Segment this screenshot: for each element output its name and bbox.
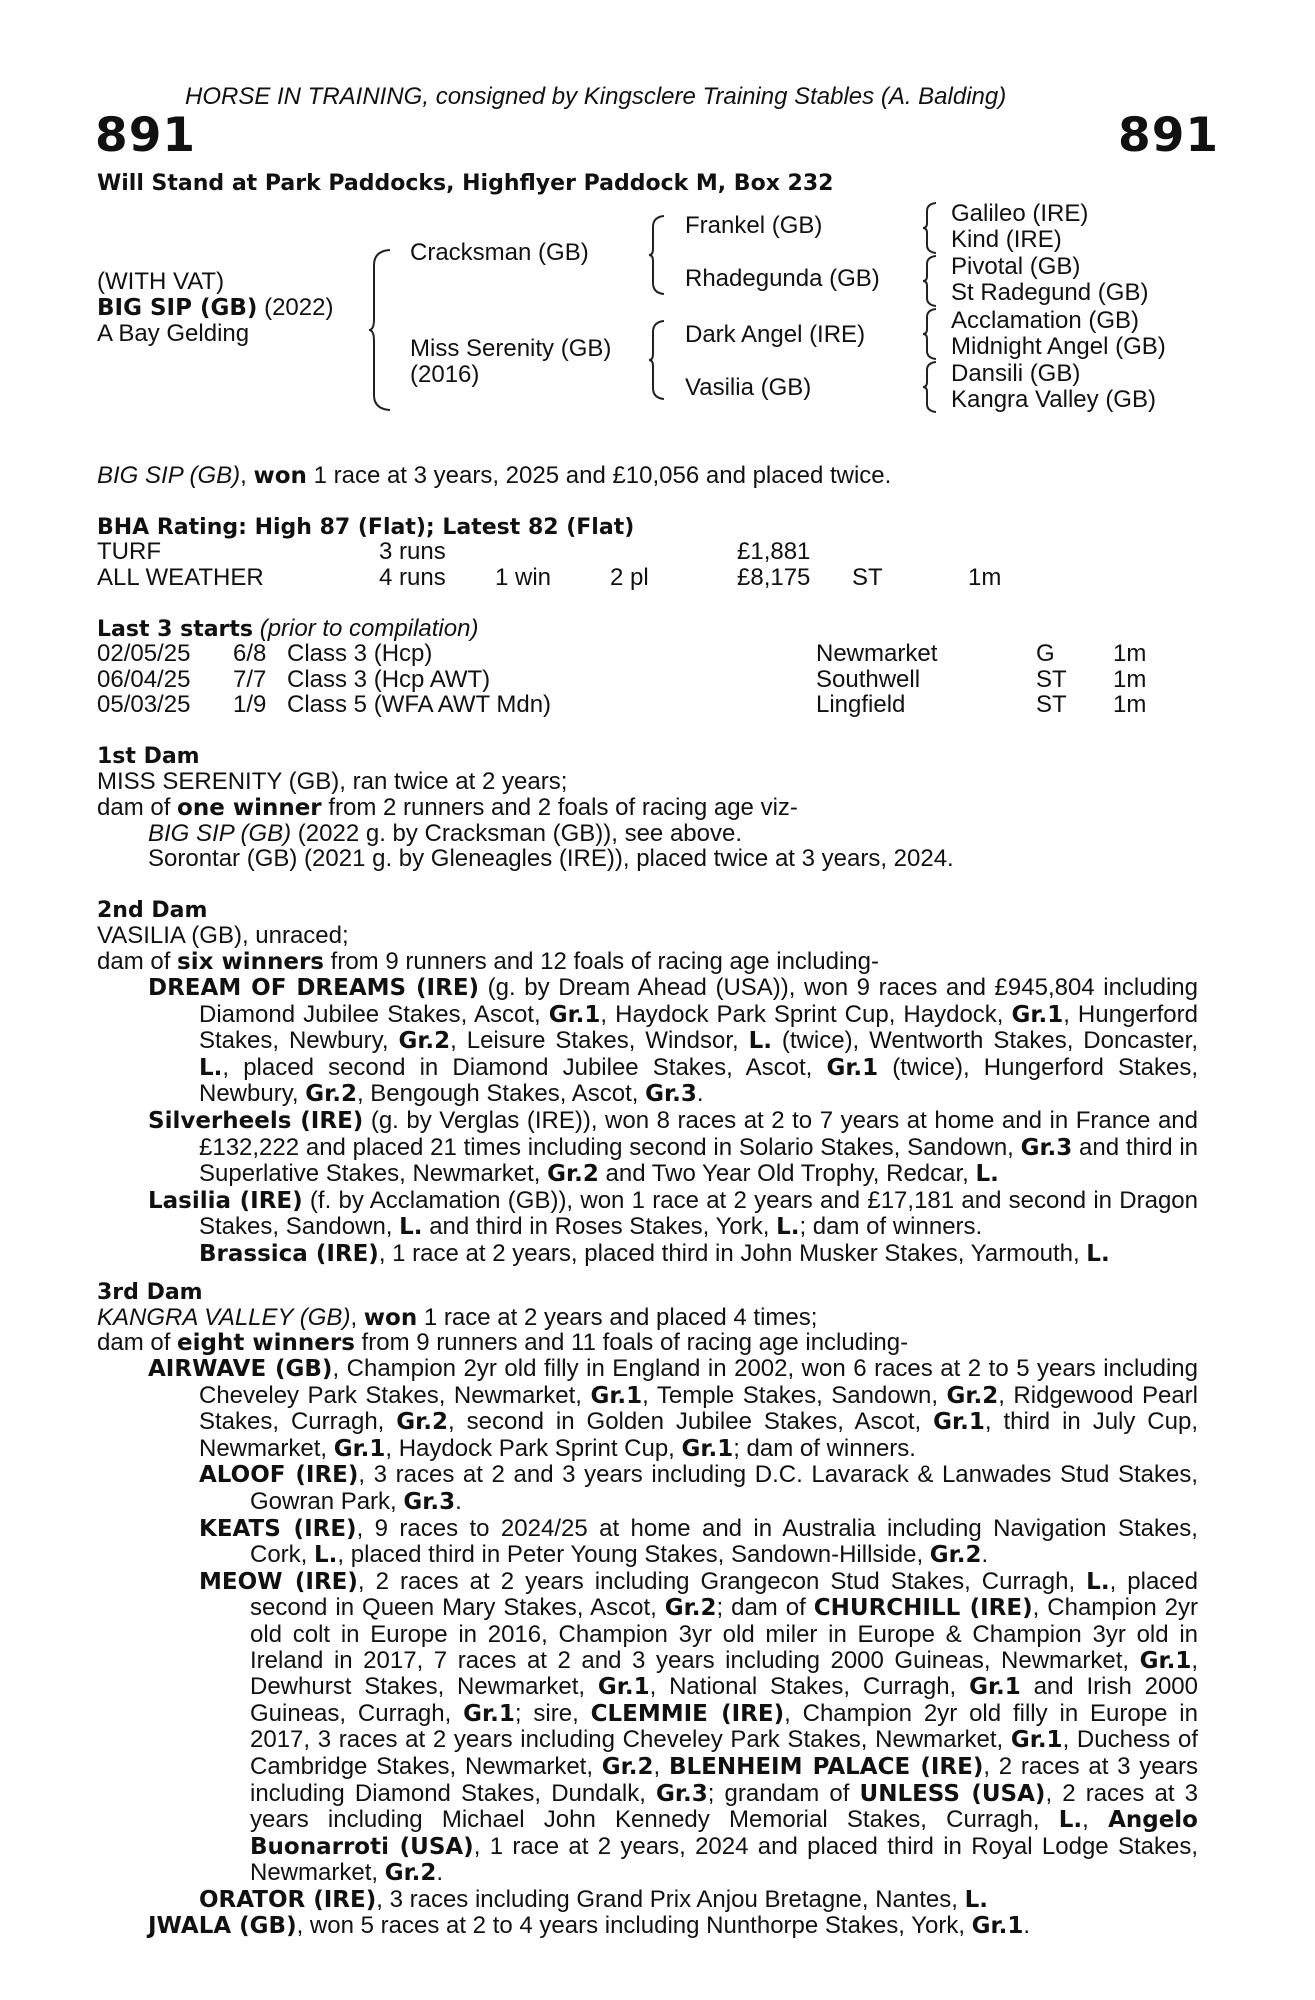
- horse-description: A Bay Gelding: [97, 320, 250, 347]
- third-dam-heading: 3rd Dam: [97, 1280, 203, 1305]
- sdd: St Radegund (GB): [951, 279, 1149, 306]
- sds: Pivotal (GB): [951, 253, 1081, 280]
- progeny-entry: AIRWAVE (GB), Champion 2yr old filly in England in 2002, won 6 races at 2 to 5 years including Cheveley Park Stakes, Newmarket, Gr.1, Temple Stakes, Sandown, Gr.2, Ridgewood Pearl Stakes, Curragh, Gr.2, second in Golden Jubilee Stakes, Ascot, Gr.1, third in July Cup, Newmarket, Gr.1, Haydock Park Sprint Cup, Gr.1; dam of winners.: [148, 1355, 1199, 1462]
- record-row-aw: ALL WEATHER 4 runs 1 win 2 pl £8,175 ST 1m: [97, 563, 1002, 591]
- progeny-entry: Lasilia (IRE) (f. by Acclamation (GB)), won 1 race at 2 years and £17,181 and second in Dragon Stakes, Sandown, L. and third in Roses Stakes, York, L.; dam of winners.: [148, 1186, 1198, 1241]
- bha-rating: BHA Rating: High 87 (Flat); Latest 82 (Flat): [97, 515, 635, 540]
- second-dam-produce: dam of six winners from 9 runners and 12 foals of racing age including-: [97, 948, 879, 975]
- start-row: 05/03/25 1/9 Class 5 (WFA AWT Mdn) Lingfield ST 1m: [97, 691, 1147, 718]
- sire-brace: [648, 215, 666, 295]
- progeny-entry: Brassica (IRE), 1 race at 2 years, placed third in John Musker Stakes, Yarmouth, L.: [199, 1239, 1110, 1267]
- airwave-progeny: [148, 1462, 1198, 1913]
- progeny-entry: JWALA (GB), won 5 races at 2 to 4 years including Nunthorpe Stakes, York, Gr.1.: [148, 1912, 1031, 1940]
- dam-dam: Vasilia (GB): [685, 374, 812, 401]
- race-summary: BIG SIP (GB), won 1 race at 3 years, 2025 and £10,056 and placed twice.: [97, 462, 892, 489]
- progeny-entry: ORATOR (IRE), 3 races including Grand Prix Anjou Bretagne, Nantes, L.: [199, 1885, 988, 1913]
- first-dam-produce: dam of one winner from 2 runners and 2 foals of racing age viz-: [97, 794, 798, 821]
- start-row: 02/05/25 6/8 Class 3 (Hcp) Newmarket G 1m: [97, 640, 1147, 667]
- horse-name: BIG SIP (GB): [97, 295, 258, 321]
- first-dam-foal-1: BIG SIP (GB) (2022 g. by Cracksman (GB)), see above.: [148, 820, 742, 847]
- ddd: Kangra Valley (GB): [951, 386, 1156, 413]
- sire-sire: Frankel (GB): [685, 212, 823, 239]
- dam-brace: [648, 320, 666, 400]
- last-starts-table: [97, 641, 1146, 718]
- dds: Dansili (GB): [951, 360, 1081, 387]
- start-row: 06/04/25 7/7 Class 3 (Hcp AWT) Southwell ST 1m: [97, 665, 1147, 693]
- race-record-table: [97, 539, 1001, 590]
- third-dam-line: KANGRA VALLEY (GB), won 1 race at 2 years and placed 4 times;: [97, 1304, 818, 1331]
- vat-note: (WITH VAT): [97, 268, 225, 295]
- last-starts-heading: Last 3 starts (prior to compilation): [97, 615, 479, 642]
- record-row-turf: TURF 3 runs £1,881: [97, 538, 811, 565]
- brace-ds: [922, 308, 938, 360]
- first-dam-foal-2: Sorontar (GB) (2021 g. by Gleneagles (IRE)), placed twice at 3 years, 2024.: [148, 845, 954, 872]
- progeny-entry: ALOOF (IRE), 3 races at 2 and 3 years including D.C. Lavarack & Lanwades Stud Stakes, Gowran Park, Gr.3.: [199, 1461, 1198, 1515]
- second-dam-line: VASILIA (GB), unraced;: [97, 922, 349, 949]
- horse-title: [97, 295, 333, 322]
- second-dam-heading: 2nd Dam: [97, 898, 208, 923]
- dsd: Midnight Angel (GB): [951, 333, 1166, 360]
- dss: Acclamation (GB): [951, 307, 1140, 334]
- dam: Miss Serenity (GB): [410, 335, 612, 362]
- stand-location: Will Stand at Park Paddocks, Highflyer Paddock M, Box 232: [97, 171, 834, 196]
- lot-number-right: 891: [1118, 108, 1220, 163]
- progeny-entry: KEATS (IRE), 9 races to 2024/25 at home and in Australia including Navigation Stakes, Cork, L., placed third in Peter Young Stakes, Sandown-Hillside, Gr.2.: [199, 1514, 1198, 1569]
- summary-won: won: [253, 463, 307, 489]
- sire: Cracksman (GB): [410, 239, 589, 266]
- dam-sire: Dark Angel (IRE): [685, 321, 866, 348]
- progeny-entry: DREAM OF DREAMS (IRE) (g. by Dream Ahead (USA)), won 9 races and £945,804 including Diamond Jubilee Stakes, Ascot, Gr.1, Haydock Park Sprint Cup, Haydock, Gr.1, Hungerford Stakes, Newbury, Gr.2, Leisure Stakes, Windsor, L. (twice), Wentworth Stakes, Doncaster, L., placed second in Diamond Jubilee Stakes, Ascot, Gr.1 (twice), Hungerford Stakes, Newbury, Gr.2, Bengough Stakes, Ascot, Gr.3.: [148, 974, 1199, 1108]
- lot-number-left: 891: [95, 108, 197, 163]
- dam-year: (2016): [410, 361, 480, 388]
- sss: Galileo (IRE): [951, 200, 1089, 227]
- summary-horse: BIG SIP (GB): [97, 462, 241, 489]
- ssd: Kind (IRE): [951, 226, 1062, 253]
- brace-ss: [922, 202, 938, 254]
- horse-year: (2022): [257, 294, 334, 321]
- first-dam-line: MISS SERENITY (GB), ran twice at 2 years;: [97, 768, 568, 795]
- main-brace: [368, 249, 392, 411]
- brace-sd: [922, 255, 938, 307]
- consignor-line: HORSE IN TRAINING, consigned by Kingsclere Training Stables (A. Balding): [185, 83, 1007, 110]
- progeny-entry: Silverheels (IRE) (g. by Verglas (IRE)), won 8 races at 2 to 7 years at home and in France and £132,222 and placed 21 times including second in Solario Stakes, Sandown, Gr.3 and third in Superlative Stakes, Newmarket, Gr.2 and Two Year Old Trophy, Redcar, L.: [148, 1106, 1198, 1188]
- brace-dd: [922, 361, 938, 413]
- third-dam-produce: dam of eight winners from 9 runners and 11 foals of racing age including-: [97, 1329, 909, 1356]
- third-dam-entries: [148, 1356, 1198, 1940]
- summary-rest: 1 race at 3 years, 2025 and £10,056 and placed twice.: [306, 462, 892, 489]
- first-dam-heading: 1st Dam: [97, 744, 200, 769]
- progeny-entry: MEOW (IRE), 2 races at 2 years including Grangecon Stud Stakes, Curragh, L., placed second in Queen Mary Stakes, Ascot, Gr.2; dam of CHURCHILL (IRE), Champion 2yr old colt in Europe in 2016, Champion 3yr old miler in Europe & Champion 3yr old in Ireland in 2017, 7 races at 2 and 3 years including 2000 Guineas, Newmarket, Gr.1, Dewhurst Stakes, Newmarket, Gr.1, National Stakes, Curragh, Gr.1 and Irish 2000 Guineas, Curragh, Gr.1; sire, CLEMMIE (IRE), Champion 2yr old filly in Europe in 2017, 3 races at 2 years including Cheveley Park Stakes, Newmarket, Gr.1, Duchess of Cambridge Stakes, Newmarket, Gr.2, BLENHEIM PALACE (IRE), 2 races at 3 years including Diamond Stakes, Dundalk, Gr.3; grandam of UNLESS (USA), 2 races at 3 years including Michael John Kennedy Memorial Stakes, Curragh, L., Angelo Buonarroti (USA), 1 race at 2 years, 2024 and placed third in Royal Lodge Stakes, Newmarket, Gr.2.: [199, 1567, 1199, 1887]
- sire-dam: Rhadegunda (GB): [685, 265, 880, 292]
- second-dam-entries: [148, 975, 1198, 1268]
